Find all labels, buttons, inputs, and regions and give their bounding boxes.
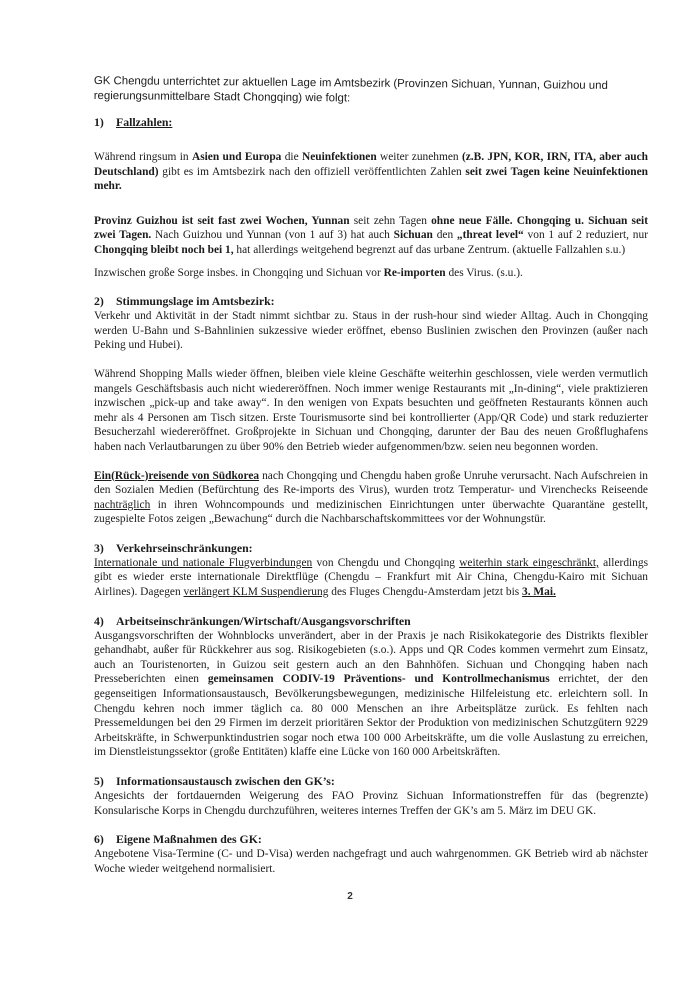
intro-paragraph: GK Chengdu unterrichtet zur aktuellen Lage im Amtsbezirk (Provinzen Sichuan, Yunnan, Guizhou und regierungsunmittelbare Stadt Chongqing) wie folgt:: [93, 74, 608, 105]
section-3-number: 3): [94, 540, 104, 555]
section-1-paragraph-3: Inzwischen große Sorge insbes. in Chongqing und Sichuan vor Re-importen des Virus. (s.u.).: [94, 266, 523, 279]
section-2-paragraph-1: Verkehr und Aktivität in der Stadt nimmt sichtbar zu. Staus in der rush-hour sind wieder Alltag. Auch in Chongqing werden U-Bahn und S-Bahnlinien sukzessive wieder eröffnet, ebenso Buslinien zwischen den Provinzen (außer nach Peking und Hubei).: [94, 310, 648, 352]
section-1-title: Fallzahlen:: [116, 115, 173, 129]
section-5-title: Informationsaustausch zwischen den GK’s:: [116, 774, 335, 788]
section-2-title: Stimmungslage im Amtsbezirk:: [116, 294, 275, 309]
section-2-number: 2): [94, 294, 104, 309]
section-5-heading: [94, 774, 648, 789]
section-1-number: 1): [94, 115, 104, 129]
section-3-heading: [94, 541, 648, 556]
section-5-number: 5): [94, 774, 104, 788]
page-number: 2: [347, 891, 353, 902]
section-4-number: 4): [94, 613, 104, 628]
section-4-heading: [94, 614, 648, 629]
section-4-paragraph-1: Ausgangsvorschriften der Wohnblocks unverändert, aber in der Praxis je nach Risikokategorie des Distrikts flexibler gehandhabt, außer für Rückkehrer aus sog. Risikogebieten (s.o.). Apps und QR Codes kommen vermehrt zum Einsatz, auch an Touristenorten, in Guizou seit gestern auch an den Bahnhöfen. Sichuan und Chongqing haben nach Presseberichten einen gemeinsamen CODIV-19 Präventions- und Kontrollmechanismus errichtet, der den gegenseitigen Informationsaustausch, Bevölkerungsbewegungen, medizinische Hilfeleistung etc. erleichtern soll. In Chengdu kehren noch immer täglich ca. 80 000 Menschen an ihre Arbeitsplätze zurück. Es fehlten nach Pressemeldungen bei den 29 Firmen im derzeit prioritären Sektor der Produktion von medizinischen Schutzgütern 9229 Arbeitskräfte, in Schwerpunktindustrien sogar noch etwa 100 000 Arbeitskräfte, um die volle Auslastung zu erreichen, im Dienstleistungssektor (große Entitäten) klaffe eine Lücke von 160 000 Arbeitskräften.: [94, 629, 648, 759]
section-6-paragraph-1: Angebotene Visa-Termine (C- und D-Visa) werden nachgefragt und auch wahrgenommen. GK Betrieb wird ab nächster Woche wieder weitgehend normalisiert.: [94, 848, 648, 875]
section-2-heading: [94, 294, 648, 309]
section-4-title: Arbeitseinschränkungen/Wirtschaft/Ausgangsvorschriften: [116, 613, 411, 628]
section-1-paragraph-1: Während ringsum in Asien und Europa die Neuinfektionen weiter zunehmen (z.B. JPN, KOR, IRN, ITA, aber auch Deutschland) gibt es im Amtsbezirk nach den offiziell veröffentlichten Zahlen seit zwei Tagen keine Neuinfektionen mehr.: [94, 151, 648, 193]
section-6-heading: [94, 832, 648, 847]
section-3-paragraph-1: Internationale und nationale Flugverbindungen von Chengdu und Chongqing weiterhin stark eingeschränkt, allerdings gibt es wieder erste internationale Direktflüge (Chengdu – Frankfurt mit Air China, Chengdu-Kairo mit Sichuan Airlines). Dagegen verlängert KLM Suspendierung des Fluges Chengdu-Amsterdam jetzt bis 3. Mai.: [94, 556, 648, 599]
section-5-paragraph-1: Angesichts der fortdauernden Weigerung des FAO Provinz Sichuan Informationstreffen für das (begrenzte) Konsularische Korps in Chengdu durchzuführen, weiteres internes Treffen der GK’s am 5. März im DEU GK.: [94, 790, 648, 817]
section-3-title: Verkehrseinschränkungen:: [116, 540, 253, 555]
section-1-heading: [94, 115, 648, 130]
section-2-paragraph-3: Ein(Rück-)reisende von Südkorea nach Chongqing und Chengdu haben große Unruhe verursacht. Nach Aufschreien in den Sozialen Medien (Befürchtung des Re-imports des Virus), wurden trotz Temperatur- und Virenchecks Reiseende nachträglich in ihren Wohncompounds und medizinischen Einrichtungen unter überwachte Quarantäne gestellt, zugespielte Fotos zeigen „Bewachung“ durch die Nachbarschaftskommittees vor der Wohnungstür.: [94, 469, 648, 526]
section-6-title: Eigene Maßnahmen des GK:: [116, 832, 262, 847]
section-2-paragraph-2: Während Shopping Malls wieder öffnen, bleiben viele kleine Geschäfte weiterhin geschlossen, viele werden vermutlich mangels Geschäftsbasis auch nicht wiedereröffnen. Noch immer wenige Restaurants mit „In-dining“, viele praktizieren inzwischen „pick-up and take away“. In den wenigen von Expats besuchten und geöffneten Restaurants können auch mehr als 4 Personen am Tisch sitzen. Erste Tourismusorte sind bei kontrollierter (App/QR Code) und stark reduzierter Besucherzahl wiedereröffnet. Großprojekte in Sichuan und Chongqing, darunter der Bau des neuen Großflughafens haben nach Verlautbarungen zu über 90% den Betrieb wieder aufgenommen/bzw. seien neu begonnen worden.: [94, 367, 648, 453]
section-6-number: 6): [94, 832, 104, 847]
section-1-paragraph-2: Provinz Guizhou ist seit fast zwei Wochen, Yunnan seit zehn Tagen ohne neue Fälle. Chongqing u. Sichuan seit zwei Tagen. Nach Guizhou und Yunnan (von 1 auf 3) hat auch Sichuan den „threat level“ von 1 auf 2 reduziert, nur Chongqing bleibt noch bei 1, hat allerdings weitgehend begrenzt auf das urbane Zentrum. (aktuelle Fallzahlen s.u.): [94, 214, 648, 256]
